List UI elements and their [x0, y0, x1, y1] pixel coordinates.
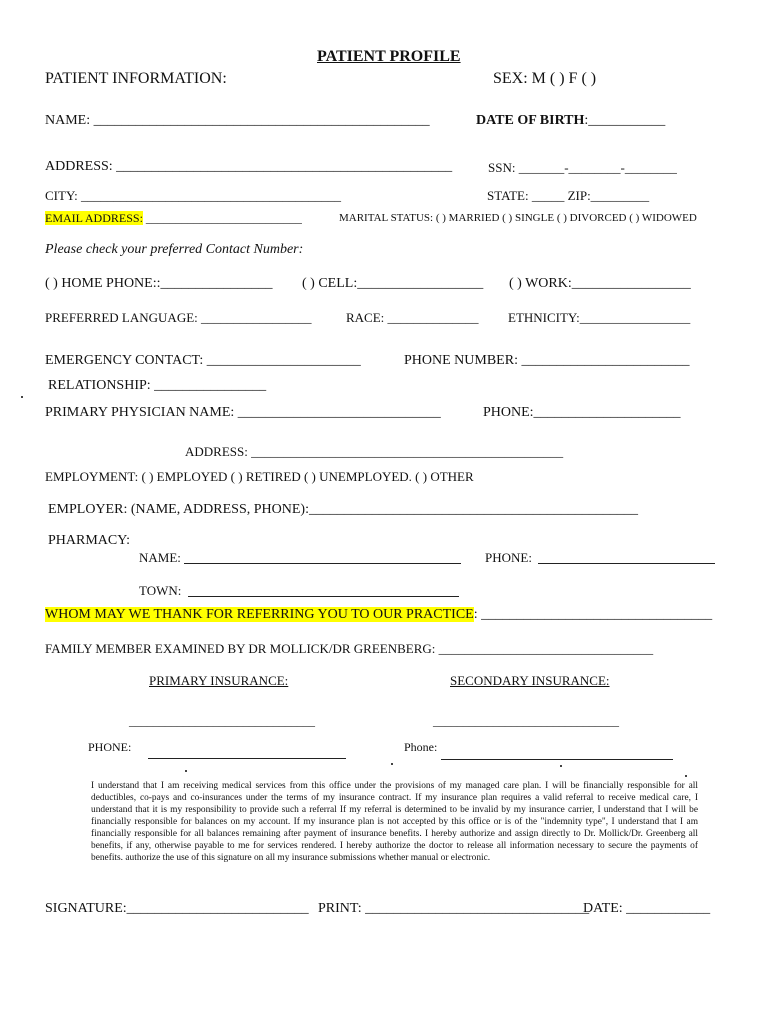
home-phone-field[interactable]: ( ) HOME PHONE::________________ — [45, 276, 273, 291]
stray-mark — [685, 775, 687, 777]
dob-blank: :___________ — [584, 113, 666, 128]
employer-field[interactable]: EMPLOYER: (NAME, ADDRESS, PHONE):_______________________________________________ — [48, 502, 638, 517]
pharmacy-phone-line[interactable] — [538, 563, 715, 564]
stray-mark — [21, 396, 23, 398]
signature-field[interactable]: SIGNATURE:__________________________ — [45, 901, 309, 916]
referral-blank: : _________________________________ — [473, 607, 713, 622]
relationship-field[interactable]: RELATIONSHIP: ________________ — [48, 378, 267, 393]
dob-label: DATE OF BIRTH — [476, 113, 585, 128]
date-field[interactable]: DATE: ____________ — [583, 901, 711, 916]
race-field[interactable]: RACE: ______________ — [346, 310, 479, 325]
email-blank: __________________________ — [142, 211, 302, 225]
physician-phone-field[interactable]: PHONE:_____________________ — [483, 405, 681, 420]
primary-phone-line[interactable] — [148, 758, 346, 759]
address-field[interactable]: ADDRESS: ________________________________________________ — [45, 159, 453, 174]
emergency-contact-field[interactable]: EMERGENCY CONTACT: ______________________ — [45, 353, 361, 368]
pharmacy-town-line[interactable] — [188, 596, 459, 597]
page-title: PATIENT PROFILE — [317, 48, 461, 65]
cell-phone-field[interactable]: ( ) CELL:__________________ — [302, 276, 484, 291]
work-phone-field[interactable]: ( ) WORK:_________________ — [509, 276, 691, 291]
secondary-insurance-blank[interactable]: _______________________________ — [433, 714, 619, 728]
physician-name-field[interactable]: PRIMARY PHYSICIAN NAME: _____________________________ — [45, 405, 441, 420]
physician-address-field[interactable]: ADDRESS: ________________________________________________ — [185, 444, 564, 459]
pharmacy-name-line[interactable] — [184, 563, 461, 564]
referral-label: WHOM MAY WE THANK FOR REFERRING YOU TO OUR PRACTICE — [45, 607, 474, 622]
pharmacy-heading: PHARMACY: — [48, 533, 130, 548]
pharmacy-phone-label: PHONE: — [485, 550, 532, 565]
secondary-phone-line[interactable] — [441, 759, 673, 760]
state-zip-field[interactable]: STATE: _____ ZIP:_________ — [487, 188, 650, 203]
city-field[interactable]: CITY: ________________________________________ — [45, 188, 341, 203]
ethnicity-field[interactable]: ETHNICITY:_________________ — [508, 310, 691, 325]
email-field[interactable] — [45, 212, 302, 224]
patient-info-heading: PATIENT INFORMATION: — [45, 70, 227, 87]
marital-status-field[interactable]: MARITAL STATUS: ( ) MARRIED ( ) SINGLE ( ) DIVORCED ( ) WIDOWED — [339, 212, 697, 224]
stray-mark — [185, 770, 187, 772]
financial-agreement-text: I understand that I am receiving medical services from this office under the provisions of my managed care plan. I will be financially responsible for all deductibles, co-pays and co-insurances under the terms of my insurance contract. If my insurance plan requires a valid referral to receive medical care, I understand that it is my responsibility to provide such a referral If my referral is determined to be invalid by my insurance carrier, I understand that I will be financially responsible for balances on my account. If my insurance plan is not accepted by this office or is of the "indemnity type", I understand that I am financially responsible for all balances remaining after payment of insurance benefits. I hereby authorize and assign directly to Dr. Mollick/Dr. Greenberg all benefits, if any, otherwise payable to me for services rendered. I hereby authorize the doctor to release all information necessary to secure the payments of benefits. authorize the use of this signature on all my insurance submissions whether manual or electronic. — [91, 781, 698, 863]
preferred-language-field[interactable]: PREFERRED LANGUAGE: _________________ — [45, 310, 312, 325]
primary-insurance-heading: PRIMARY INSURANCE: — [149, 673, 289, 688]
family-member-field[interactable]: FAMILY MEMBER EXAMINED BY DR MOLLICK/DR GREENBERG: _________________________________ — [45, 641, 654, 656]
email-label: EMAIL ADDRESS: — [45, 211, 143, 225]
secondary-phone-label: Phone: — [404, 740, 438, 754]
secondary-insurance-heading: SECONDARY INSURANCE: — [450, 673, 610, 688]
stray-mark — [560, 765, 562, 767]
pharmacy-town-label: TOWN: — [139, 583, 182, 598]
contact-prompt: Please check your preferred Contact Number: — [45, 242, 304, 257]
ssn-field[interactable]: SSN: _______-________-________ — [488, 160, 677, 175]
sex-field[interactable]: SEX: M ( ) F ( ) — [493, 70, 597, 87]
print-name-field[interactable]: PRINT: ________________________________ — [318, 901, 590, 916]
referral-field[interactable] — [45, 608, 712, 622]
name-field[interactable]: NAME: ________________________________________________ — [45, 113, 430, 128]
emergency-phone-field[interactable]: PHONE NUMBER: ________________________ — [404, 353, 690, 368]
dob-field[interactable] — [476, 114, 665, 128]
primary-insurance-blank[interactable]: _______________________________ — [129, 714, 315, 728]
primary-phone-label: PHONE: — [88, 740, 132, 754]
employment-field[interactable]: EMPLOYMENT: ( ) EMPLOYED ( ) RETIRED ( ) UNEMPLOYED. ( ) OTHER — [45, 469, 474, 484]
pharmacy-name-label: NAME: — [139, 550, 181, 565]
stray-mark — [391, 763, 393, 765]
